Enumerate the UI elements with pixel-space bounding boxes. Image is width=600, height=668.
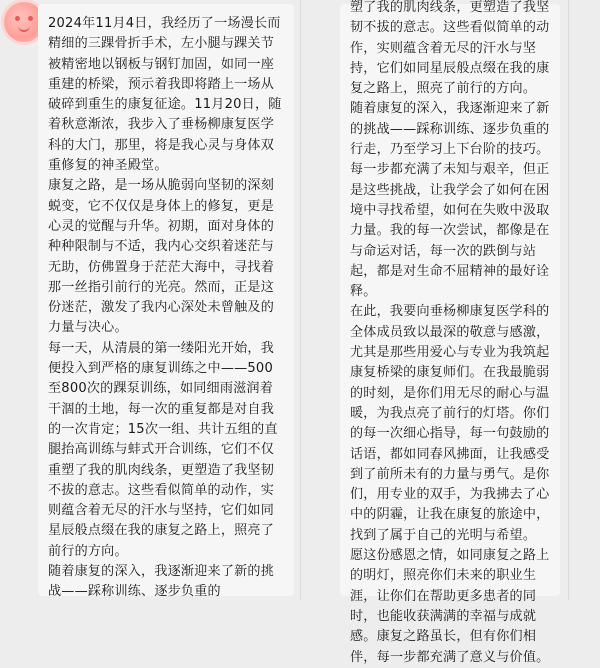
divider-right bbox=[568, 0, 569, 600]
left-note-panel[interactable] bbox=[38, 4, 294, 600]
divider-center bbox=[300, 0, 301, 600]
smiley-mouth bbox=[18, 24, 30, 32]
left-note-text: 2024年11月4日，我经历了一场漫长而精细的三踝骨折手术，左小腿与踝关节被精密地以钢板与钢钉加固，如同一座重建的桥梁，预示着我即将踏上一场从破碎到重生的康复征途。11月20日，随着秋意渐浓，我步入了垂杨柳康复医学科的大门，那里，将是我心灵与身体双重修复的神圣殿堂。 康复之路，是一场从脆弱向坚韧的深刻蜕变，它不仅仅是身体上的修复，更是心灵的觉醒与升华。初期，面对身体的种种限制与不适，我内心交织着迷茫与无助，仿佛置身于茫茫大海中，寻找着那一丝指引前行的光亮。然而，正是这份迷茫，激发了我内心深处未曾触及的力量与决心。 每一天，从清晨的第一缕阳光开始，我便投入到严格的康复训练之中——500至800次的踝泵训练，如同细雨滋润着干涸的土地，每一次的重复都是对自我的一次肯定；15次一组、共计五组的直腿抬高训练与蚌式开合训练，它们不仅重塑了我的肌肉线条，更塑造了我坚韧不拔的意志。这些看似简单的动作，实则蕴含着无尽的汗水与坚持，它们如同星辰般点缀在我的康复之路上，照亮了前行的方向。 随着康复的深入，我逐渐迎来了新的挑战——踩称训练、逐步负重的 bbox=[48, 16, 282, 600]
right-note-text: 塑了我的肌肉线条，更塑造了我坚韧不拔的意志。这些看似简单的动作，实则蕴含着无尽的汗水与坚持，它们如同星辰般点缀在我的康复之路上，照亮了前行的方向。 随着康复的深入，我逐渐迎来了新的挑战——踩称训练、逐步负重的行走，乃至学习上下台阶的技巧。每一步都充满了未知与艰辛，但正是这些挑战，让我学会了如何在困境中寻找希望，如何在失败中汲取力量。我的每一次尝试，都像是在与命运对话，每一次的跌倒与站起，都是对生命不屈精神的最好诠释。 在此，我要向垂杨柳康复医学科的全体成员致以最深的敬意与感激，尤其是那些用爱心与专业为我筑起康复桥梁的康复师们。在我最脆弱的时刻，是你们用无尽的耐心与温暖，为我点亮了前行的灯塔。你们的每一次细心指导，每一句鼓励的话语，都如同春风拂面，让我感受到了前所未有的力量与勇气。是你们，用专业的双手，为我拂去了心中的阴霾，让我在康复的旅途中，找到了属于自己的光明与希望。 愿这份感恩之情，如同康复之路上的明灯，照亮你们未来的职业生涯，让你们在帮助更多患者的同时，也能收获满满的幸福与成就感。康复之路虽长，但有你们相伴，每一步都充满了意义与价值。 bbox=[350, 0, 550, 665]
right-note-panel[interactable] bbox=[340, 0, 560, 665]
